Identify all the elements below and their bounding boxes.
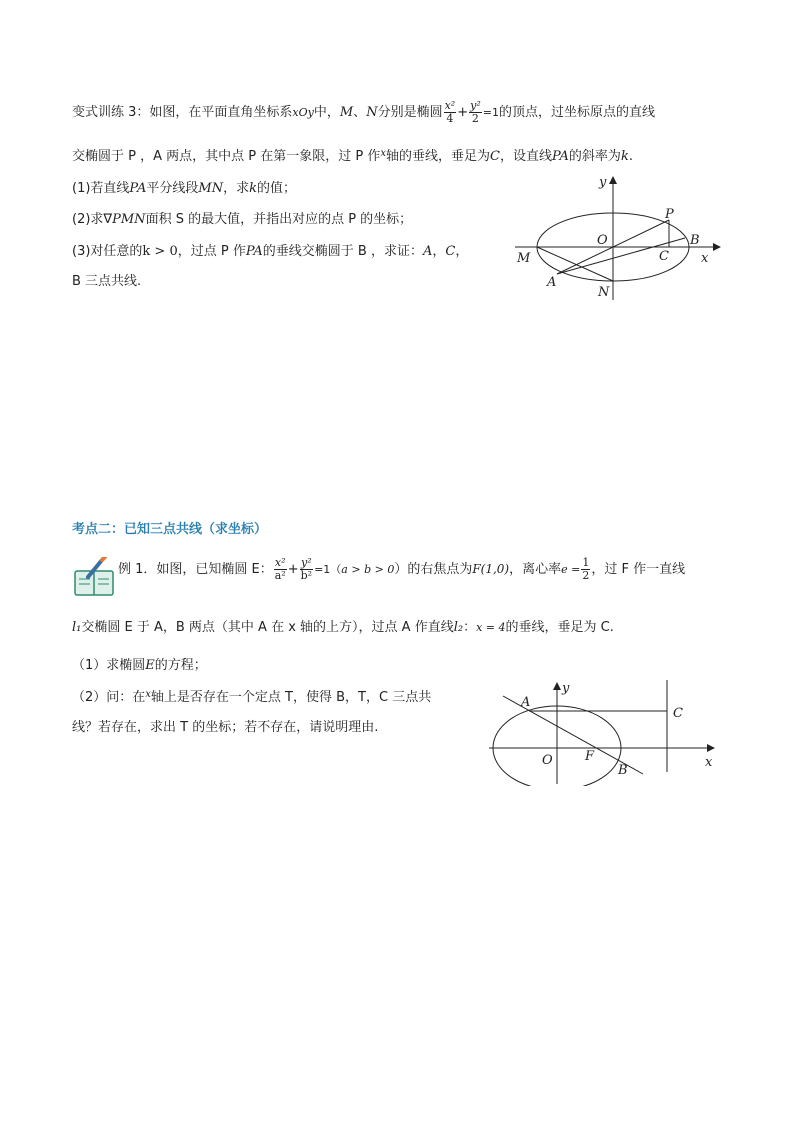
- y-arrow-1: [609, 176, 617, 184]
- figure-1-ellipse: [505, 172, 725, 307]
- label-x: x: [701, 251, 709, 266]
- section-2-heading: 考点二：已知三点共线（求坐标）: [72, 522, 268, 537]
- fraction-one-half: $\frac{1}{2}$: [582, 556, 590, 582]
- label-y2: y: [562, 681, 570, 696]
- x-arrow-2: [707, 744, 715, 752]
- figure-2-ellipse: [485, 676, 745, 786]
- label-A2: A: [521, 695, 531, 710]
- fraction-y2-b2: $\frac{\text{y²}}{\text{b²}}$: [300, 556, 313, 582]
- label-B: B: [690, 233, 700, 248]
- s2-line1: 例 1．如图，已知椭圆 E： $\frac{\text{x²}}{\text{a²}}$ + $\frac{\text{y²}}{\text{b²}}$ =1（a > b > 0）的右焦点为F(1,0)，离心率e = $\frac{1}{2}$ ，过 F 作一直线: [118, 556, 686, 582]
- label-M: M: [517, 251, 531, 266]
- s1-line2: 交椭圆于 P ，A 两点，其中点 P 在第一象限，过 P 作$^x$轴的垂线，垂足为C，设直线PA的斜率为k.: [72, 148, 633, 164]
- label-C: C: [659, 249, 669, 264]
- notebook-pencil-icon: [72, 557, 118, 599]
- label-A: A: [547, 275, 557, 290]
- s1-line1: 变式训练 3：如图，在平面直角坐标系xOy中，M、N分别是椭圆 $\frac{\text{x²}}{4}$ + $\frac{\text{y²}}{2}$ =1的顶点，过坐标原点的直线: [72, 99, 655, 125]
- label-P: P: [665, 207, 674, 222]
- s1-q3: (3)对任意的k > 0，过点 P 作PA的垂线交椭圆于 B ，求证：A，C，: [72, 244, 469, 259]
- x-arrow-1: [713, 243, 721, 251]
- var-xoy: xOy: [292, 106, 314, 119]
- label-O: O: [597, 233, 608, 248]
- s1-q3-line2: B 三点共线.: [72, 274, 142, 289]
- s2-q2-line2: 线？若存在，求出 T 的坐标；若不存在，请说明理由.: [72, 720, 379, 735]
- y-arrow-2: [553, 682, 561, 690]
- s1-q2: (2)求∇PMN面积 S 的最大值，并指出对应的点 P 的坐标；: [72, 212, 413, 227]
- fraction-x2-4: $\frac{\text{x²}}{4}$: [444, 99, 456, 125]
- label-F2: F: [585, 749, 595, 764]
- s2-q1: （1）求椭圆E的方程；: [72, 658, 207, 673]
- s2-line2: l₁交椭圆 E 于 A，B 两点（其中 A 在 x 轴的上方），过点 A 作直线l₂：x = 4的垂线，垂足为 C.: [72, 620, 614, 635]
- label-x2: x: [705, 755, 713, 770]
- fraction-y2-2: $\frac{\text{y²}}{2}$: [470, 99, 481, 125]
- s1-q1: (1)若直线PA平分线段MN，求k的值；: [72, 181, 296, 196]
- label-B2: B: [618, 763, 628, 778]
- label-y: y: [599, 175, 607, 190]
- label-O2: O: [542, 753, 553, 768]
- fraction-x2-a2: $\frac{\text{x²}}{\text{a²}}$: [274, 556, 286, 582]
- label-N: N: [598, 285, 610, 300]
- s2-q2: （2）问：在$^x$轴上是否存在一个定点 T，使得 B，T，C 三点共: [72, 689, 432, 705]
- label-C2: C: [673, 706, 683, 721]
